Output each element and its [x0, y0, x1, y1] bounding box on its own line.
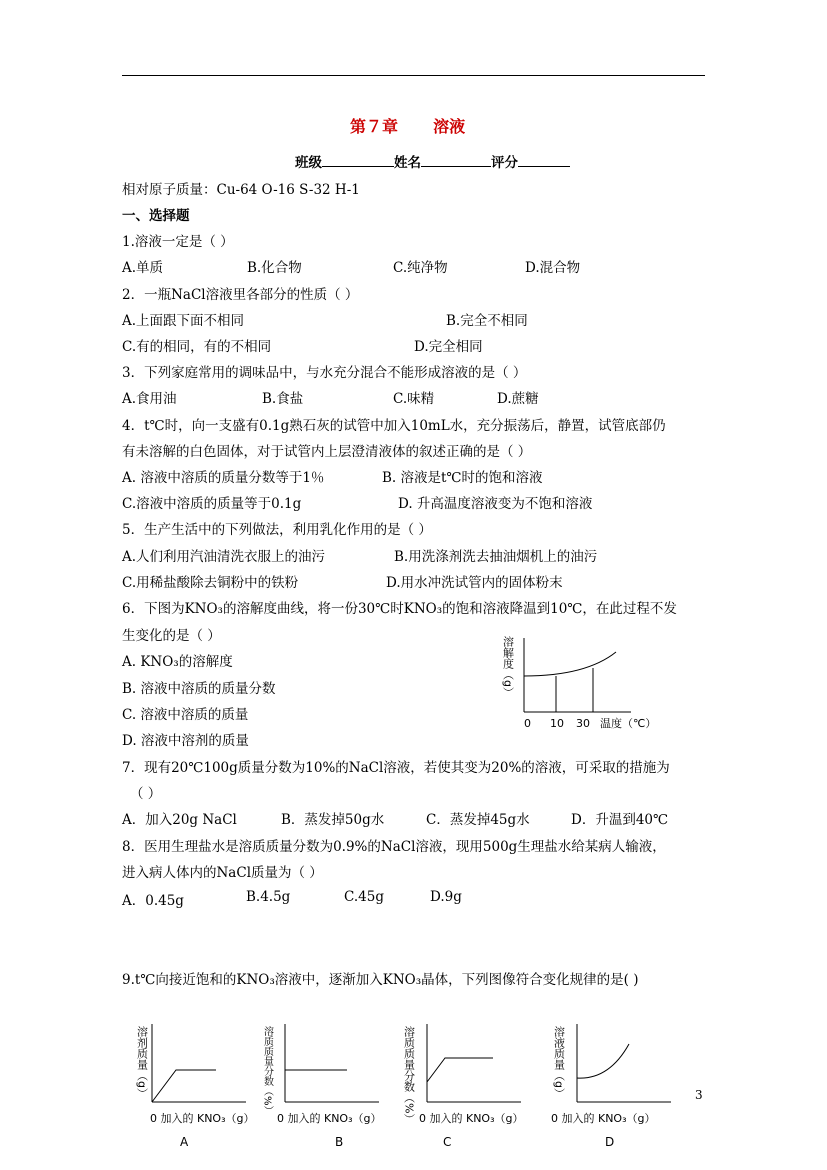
- q8-option-c[interactable]: C.45g: [344, 889, 384, 905]
- score-blank[interactable]: [518, 152, 570, 167]
- q3-stem: 3．下列家庭常用的调味品中，与水充分混合不能形成溶液的是（ ）: [122, 365, 527, 381]
- q6-option-d[interactable]: D. 溶液中溶剂的质量: [122, 733, 249, 749]
- student-info-line: [295, 151, 570, 171]
- q5-option-a[interactable]: A.人们利用汽油清洗衣服上的油污: [122, 549, 326, 565]
- q2-option-a[interactable]: A.上面跟下面不相同: [122, 313, 245, 329]
- q9-c-ylabel: 溶质质量分数（%）: [402, 1026, 416, 1125]
- q1-stem: 1.溶液一定是（ ）: [122, 234, 234, 250]
- q7-stem-line2: （ ）: [130, 786, 162, 802]
- q9-stem: 9.t℃向接近饱和的KNO₃溶液中，逐渐加入KNO₃晶体，下列图像符合变化规律的是( ): [122, 972, 639, 988]
- section-heading: 一、选择题: [122, 208, 190, 224]
- q9-c-xlabel: 0 加入的 KNO₃（g）: [419, 1112, 524, 1125]
- title-chapter: 第７章: [350, 117, 399, 136]
- q6-x-tick-30: 30: [576, 717, 590, 730]
- q2-option-d[interactable]: D.完全相同: [414, 339, 483, 355]
- q6-x-tick-10: 10: [550, 717, 564, 730]
- q3-option-d[interactable]: D.蔗糖: [497, 391, 539, 407]
- q6-ylabel: 溶解度（g）: [501, 636, 515, 698]
- q9-b-tag: B: [335, 1135, 344, 1149]
- q4-option-c[interactable]: C.溶液中溶质的质量等于0.1g: [122, 496, 302, 512]
- q9-a-curve: [152, 1070, 216, 1102]
- name-blank[interactable]: [421, 152, 491, 167]
- q1-option-d[interactable]: D.混合物: [525, 260, 581, 276]
- q8-option-d[interactable]: D.9g: [430, 889, 462, 905]
- q6-solubility-curve: [524, 652, 616, 676]
- q9-graph-b: [255, 1022, 395, 1156]
- q9-graph-c: [397, 1022, 537, 1156]
- q1-option-b[interactable]: B.化合物: [247, 260, 302, 276]
- q3-option-a[interactable]: A.食用油: [122, 391, 177, 407]
- q9-b-xlabel: 0 加入的 KNO₃（g）: [277, 1112, 382, 1125]
- q4-stem-line1: 4．t℃时，向一支盛有0.1g熟石灰的试管中加入10mL水，充分振荡后，静置，试管底部仍: [122, 418, 666, 434]
- q5-option-c[interactable]: C.用稀盐酸除去铜粉中的铁粉: [122, 575, 299, 591]
- q3-option-c[interactable]: C.味精: [393, 391, 435, 407]
- q8-option-b[interactable]: B.4.5g: [246, 889, 291, 905]
- q9-graph-d: [547, 1022, 687, 1156]
- q6-option-a[interactable]: A. KNO₃的溶解度: [122, 654, 233, 670]
- q8-option-a[interactable]: A．0.45g: [122, 893, 184, 909]
- score-label: 评分: [491, 155, 518, 171]
- q2-option-c[interactable]: C.有的相同，有的不相同: [122, 339, 272, 355]
- q8-stem-line2: 进入病人体内的NaCl质量为（ ）: [122, 865, 323, 881]
- title-topic: 溶液: [433, 117, 466, 136]
- q2-option-b[interactable]: B.完全不相同: [446, 313, 528, 329]
- q7-stem-line1: 7．现有20℃100g质量分数为10%的NaCl溶液，若使其变为20%的溶液，可采取的措施为: [122, 760, 670, 776]
- q9-d-ylabel: 溶液质量（g）: [552, 1026, 566, 1099]
- name-label: 姓名: [394, 155, 421, 171]
- q6-option-b[interactable]: B. 溶液中溶质的质量分数: [122, 681, 276, 697]
- q9-c-curve: [427, 1058, 493, 1082]
- q9-d-xlabel: 0 加入的 KNO₃（g）: [551, 1112, 656, 1125]
- q6-x-tick-0: 0: [524, 717, 531, 730]
- q5-stem: 5．生产生活中的下列做法，利用乳化作用的是（ ）: [122, 522, 432, 538]
- q1-option-a[interactable]: A.单质: [122, 260, 164, 276]
- q9-a-ylabel: 溶剂质量（g）: [135, 1026, 149, 1099]
- q4-option-d[interactable]: D. 升高温度溶液变为不饱和溶液: [398, 496, 593, 512]
- q4-option-b[interactable]: B. 溶液是t℃时的饱和溶液: [382, 470, 543, 486]
- header-rule: [122, 75, 705, 76]
- q2-stem: 2．一瓶NaCl溶液里各部分的性质（ ）: [122, 287, 359, 303]
- q8-stem-line1: 8．医用生理盐水是溶质质量分数为0.9%的NaCl溶液，现用500g生理盐水给某病人输液，: [122, 839, 666, 855]
- q6-stem-line1: 6．下图为KNO₃的溶解度曲线，将一份30℃时KNO₃的饱和溶液降温到10℃，在此过程不发: [122, 601, 677, 617]
- atomic-mass-line: 相对原子质量：Cu-64 O-16 S-32 H-1: [122, 182, 360, 198]
- q3-option-b[interactable]: B.食盐: [262, 391, 304, 407]
- q1-option-c[interactable]: C.纯净物: [393, 260, 448, 276]
- q7-option-c[interactable]: C．蒸发掉45g水: [426, 812, 530, 828]
- q6-stem-line2: 生变化的是（ ）: [122, 628, 221, 644]
- q6-solubility-graph: [496, 632, 666, 736]
- q9-d-curve: [577, 1044, 629, 1078]
- class-label: 班级: [295, 155, 322, 171]
- q4-option-a[interactable]: A. 溶液中溶质的质量分数等于1％: [122, 470, 325, 486]
- q7-option-a[interactable]: A．加入20g NaCl: [122, 812, 237, 828]
- q9-a-xlabel: 0 加入的 KNO₃（g）: [150, 1112, 255, 1125]
- q9-graph-a: [128, 1022, 268, 1156]
- q5-option-b[interactable]: B.用洗涤剂洗去抽油烟机上的油污: [394, 549, 598, 565]
- class-blank[interactable]: [322, 152, 394, 167]
- q9-b-ylabel: 溶质质量分数（%）: [261, 1026, 273, 1116]
- q9-a-tag: A: [180, 1135, 189, 1149]
- q9-d-tag: D: [605, 1135, 615, 1149]
- q9-c-tag: C: [443, 1135, 452, 1149]
- q7-option-d[interactable]: D．升温到40℃: [571, 812, 669, 828]
- page-title: [350, 114, 465, 137]
- q6-xlabel: 温度（℃）: [600, 717, 657, 730]
- page-number: 3: [695, 1088, 703, 1102]
- q7-option-b[interactable]: B．蒸发掉50g水: [281, 812, 385, 828]
- q4-stem-line2: 有未溶解的白色固体，对于试管内上层澄清液体的叙述正确的是（ ）: [122, 444, 532, 460]
- q6-option-c[interactable]: C. 溶液中溶质的质量: [122, 707, 249, 723]
- q5-option-d[interactable]: D.用水冲洗试管内的固体粉末: [386, 575, 563, 591]
